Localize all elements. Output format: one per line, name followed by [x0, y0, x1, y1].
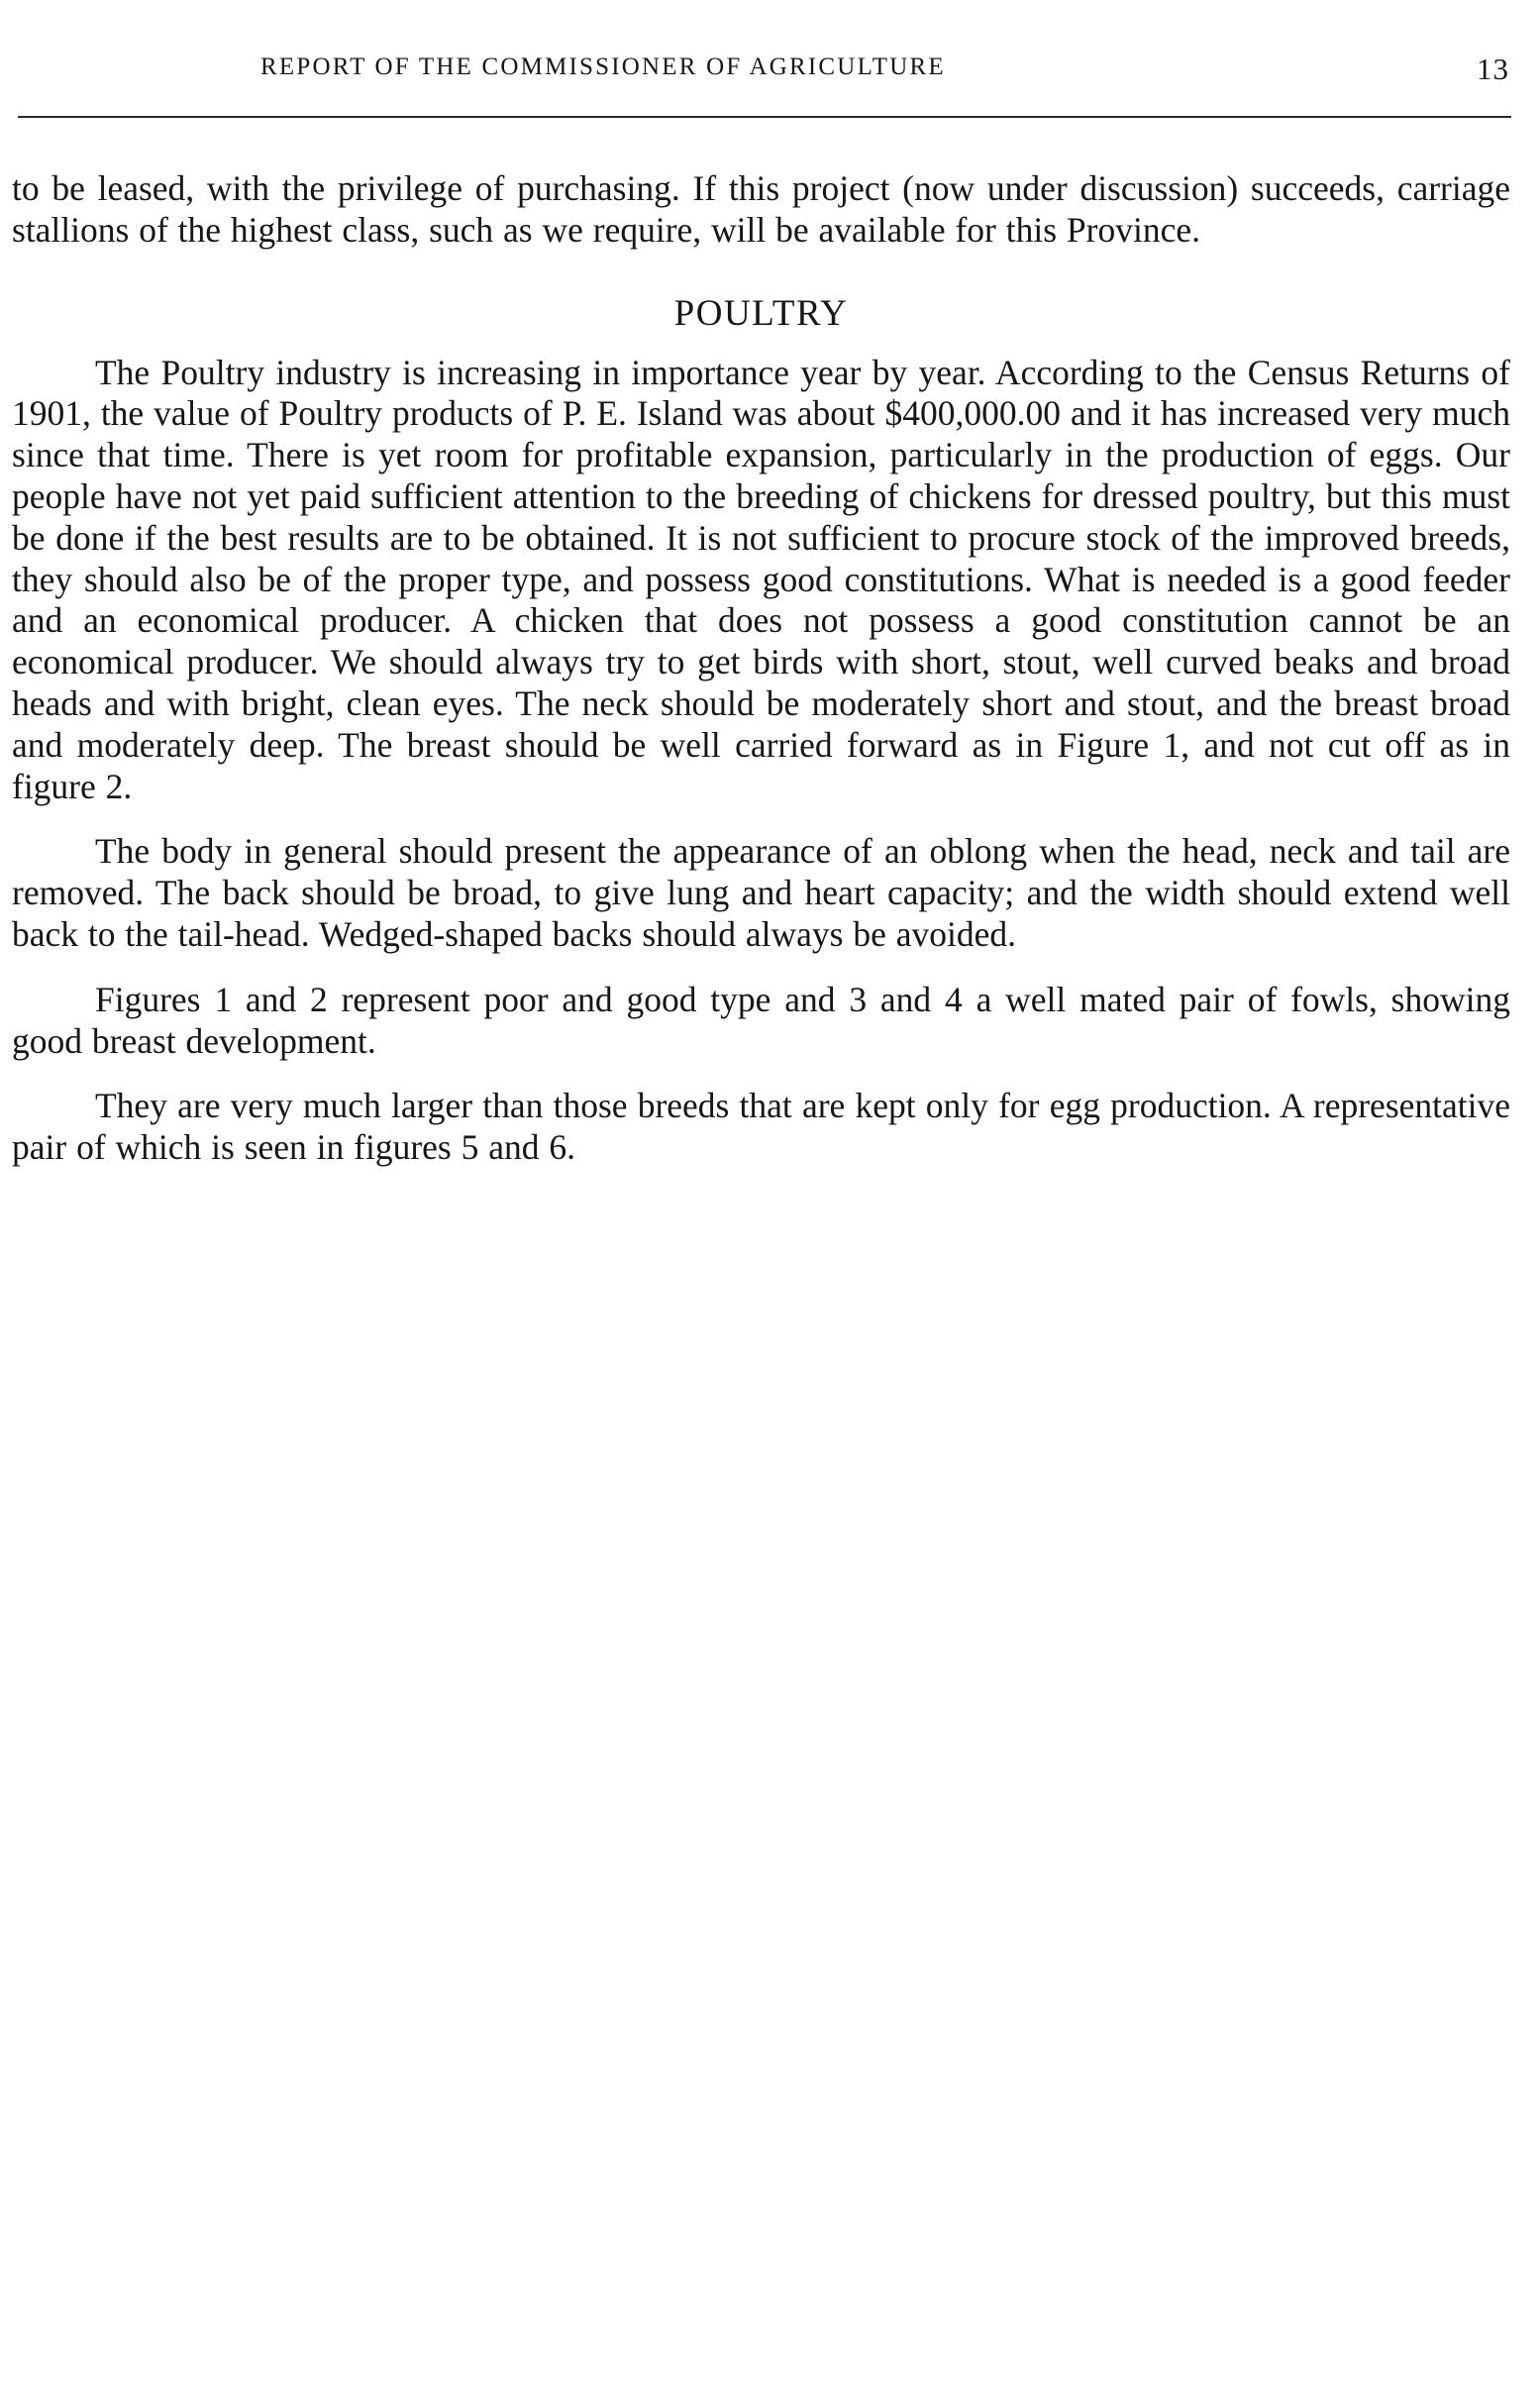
running-title: REPORT OF THE COMMISSIONER OF AGRICULTURE: [260, 53, 946, 80]
continuation-paragraph: to be leased, with the privilege of purchasing. If this project (now under discussion) succeeds, carriage stallions of the highest class, such as we require, will be available for this Province.: [12, 168, 1510, 250]
running-head: [0, 50, 1540, 89]
page-number: 13: [1477, 52, 1509, 86]
section-heading: POULTRY: [673, 292, 849, 334]
paragraph-body-shape: The body in general should present the appearance of an oblong when the head, neck and tail are removed. The back should be broad, to give lung and heart capacity; and the width should extend well back to the tail-head. Wedged-shaped backs should always be avoided.: [12, 831, 1510, 954]
paragraph-breeds: They are very much larger than those breeds that are kept only for egg production. A representative pair of which is seen in figures 5 and 6.: [12, 1086, 1510, 1168]
paragraph-poultry-industry: The Poultry industry is increasing in importance year by year. According to the Census Returns of 1901, the value of Poultry products of P. E. Island was about $400,000.00 and it has increased very much since that time. There is yet room for profitable expansion, particularly in the production of eggs. Our people have not yet paid sufficient attention to the breeding of chickens for dressed poultry, but this must be done if the best results are to be obtained. It is not sufficient to procure stock of the improved breeds, they should also be of the proper type, and possess good constitutions. What is needed is a good feeder and an economical producer. A chicken that does not possess a good constitution cannot be an economical producer. We should always try to get birds with short, stout, well curved beaks and broad heads and with bright, clean eyes. The neck should be moderately short and stout, and the breast broad and moderately deep. The breast should be well carried forward as in Figure 1, and not cut off as in figure 2.: [12, 352, 1510, 806]
body-text: [12, 168, 1510, 1169]
paragraph-figures: Figures 1 and 2 represent poor and good type and 3 and 4 a well mated pair of fowls, showing good breast development.: [12, 979, 1510, 1061]
header-rule: [18, 116, 1511, 118]
